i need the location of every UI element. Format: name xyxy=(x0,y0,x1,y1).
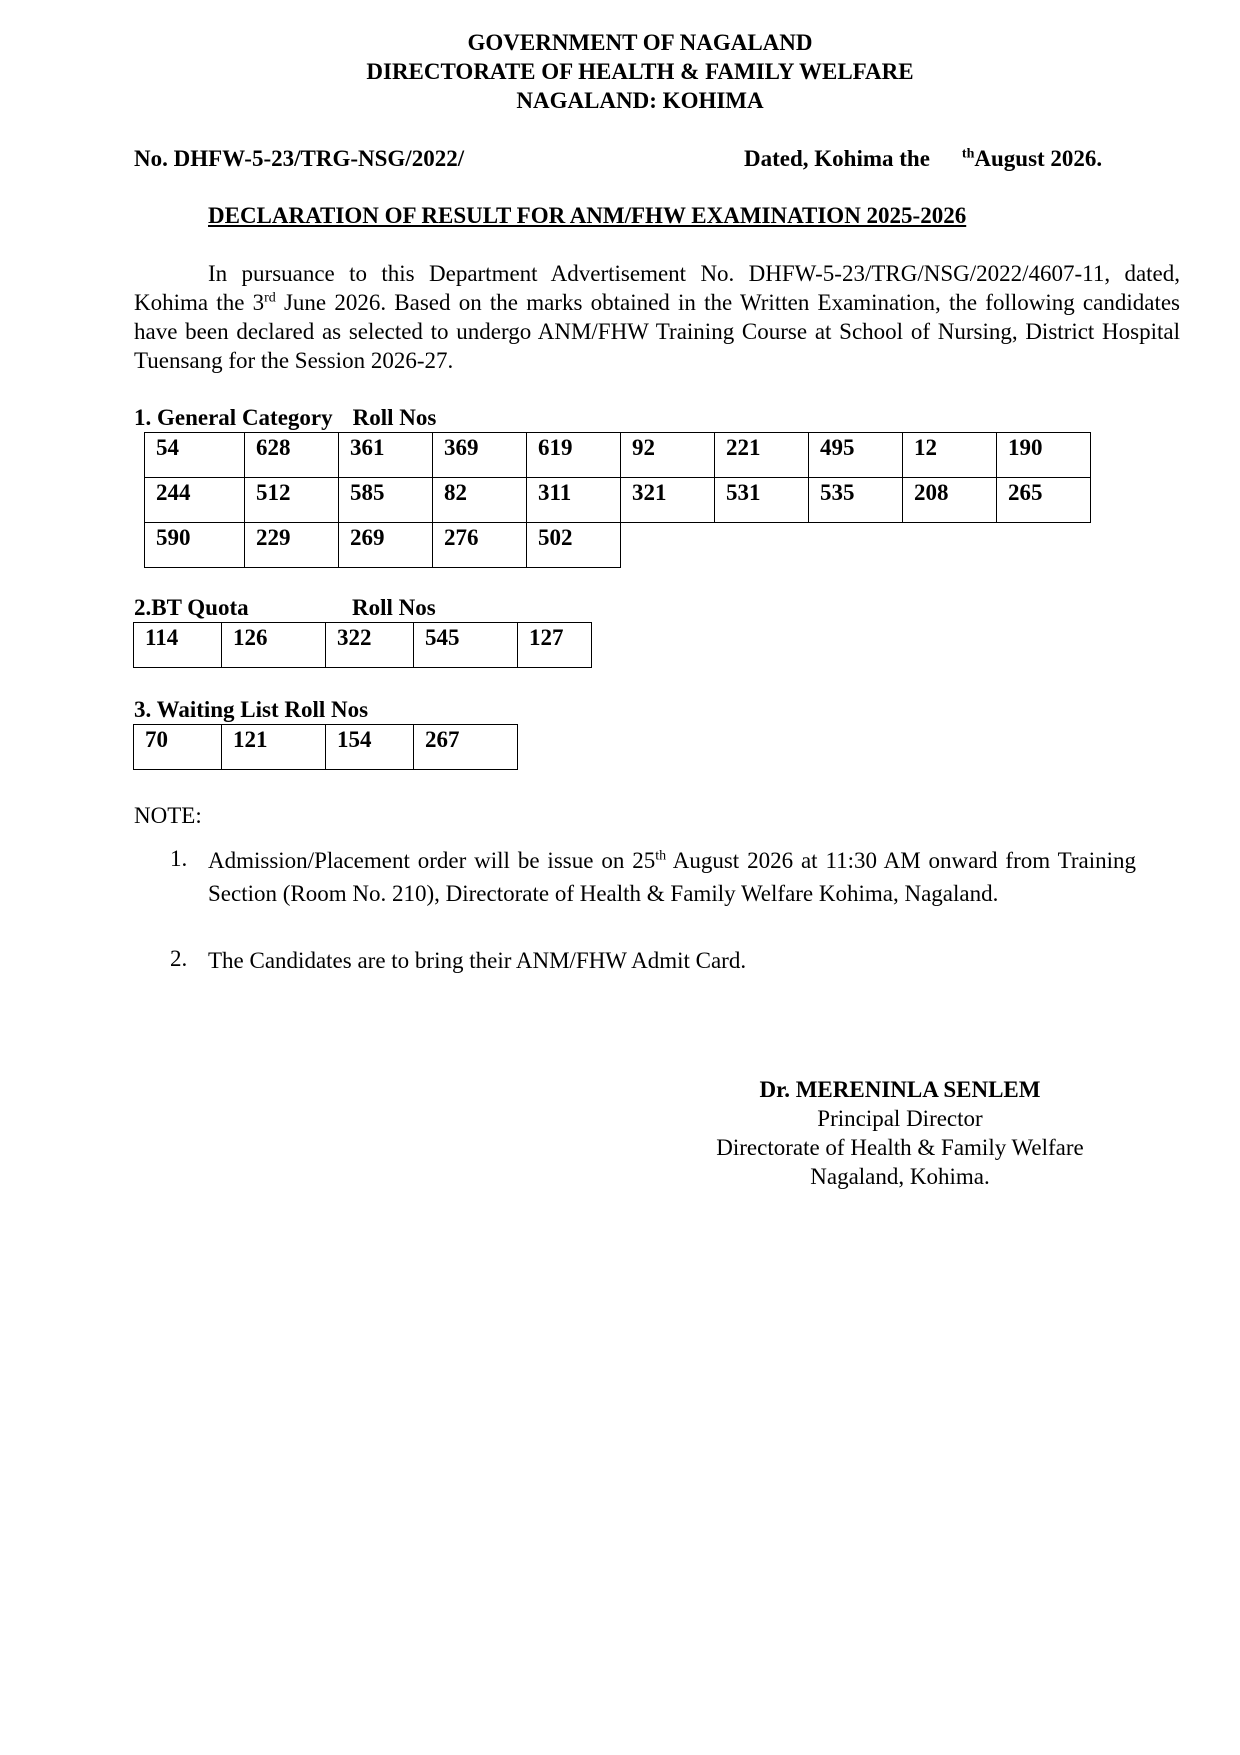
reference-number: No. DHFW-5-23/TRG-NSG/2022/ xyxy=(134,146,465,171)
intro-text-2: June 2026. Based on the marks obtained in the Written Examination, the following candidates have been declared as selected to undergo ANM/FHW Training Course at School of Nursing, District Hospital Tuensang for the Session 2026-27. xyxy=(134,290,1180,373)
general-heading-label: 1. General Category xyxy=(134,405,333,430)
waiting-roll-cell: 154 xyxy=(326,725,414,770)
bt-roll-cell: 127 xyxy=(518,623,592,668)
general-roll-cell: 190 xyxy=(997,433,1091,478)
general-row xyxy=(145,478,1091,523)
general-roll-cell: 311 xyxy=(527,478,621,523)
waiting-row xyxy=(134,725,518,770)
note-item-1-sup: th xyxy=(655,848,667,864)
general-roll-cell: 265 xyxy=(997,478,1091,523)
date-suffix: August 2026. xyxy=(974,146,1103,171)
general-roll-cell: 502 xyxy=(527,523,621,568)
general-roll-cell: 512 xyxy=(245,478,339,523)
bt-roll-cell: 126 xyxy=(222,623,326,668)
waiting-roll-table xyxy=(133,724,518,770)
note-label: NOTE: xyxy=(134,803,202,828)
date-prefix: Dated, Kohima the xyxy=(744,146,930,171)
header-directorate: DIRECTORATE OF HEALTH & FAMILY WELFARE xyxy=(366,59,914,84)
bt-row xyxy=(134,623,592,668)
general-roll-cell: 495 xyxy=(809,433,903,478)
general-row xyxy=(145,433,1091,478)
note-item-2: The Candidates are to bring their ANM/FHW Admit Card. xyxy=(208,948,747,973)
general-roll-cell: 590 xyxy=(145,523,245,568)
general-heading xyxy=(134,405,436,431)
signatory-place: Nagaland, Kohima. xyxy=(810,1164,990,1189)
general-row xyxy=(145,523,1091,568)
general-roll-cell: 619 xyxy=(527,433,621,478)
bt-roll-cell: 545 xyxy=(414,623,518,668)
general-roll-cell: 585 xyxy=(339,478,433,523)
note-item-2-number: 2. xyxy=(170,946,188,971)
general-roll-cell: 244 xyxy=(145,478,245,523)
signatory-office: Directorate of Health & Family Welfare xyxy=(716,1135,1084,1160)
date-sup: th xyxy=(961,146,975,162)
waiting-roll-cell: 121 xyxy=(222,725,326,770)
waiting-roll-cell: 267 xyxy=(414,725,518,770)
general-roll-cell: 269 xyxy=(339,523,433,568)
note-item-1 xyxy=(208,844,1136,910)
header-government: GOVERNMENT OF NAGALAND xyxy=(467,30,813,55)
general-roll-cell: 221 xyxy=(715,433,809,478)
general-roll-cell: 229 xyxy=(245,523,339,568)
general-roll-cell: 361 xyxy=(339,433,433,478)
general-roll-label: Roll Nos xyxy=(352,405,437,430)
general-roll-cell: 369 xyxy=(433,433,527,478)
general-roll-cell: 628 xyxy=(245,433,339,478)
signatory-designation: Principal Director xyxy=(817,1106,983,1131)
bt-roll-cell: 322 xyxy=(326,623,414,668)
note-item-1-number: 1. xyxy=(170,846,188,871)
note-item-1-text-2: August 2026 at 11:30 AM onward from Training Section (Room No. 210), Directorate of Health & Family Welfare Kohima, Nagaland. xyxy=(208,848,1136,906)
intro-sup: rd xyxy=(264,290,276,306)
signatory-name: Dr. MERENINLA SENLEM xyxy=(759,1077,1041,1102)
note-item-1-text-1: Admission/Placement order will be issue on 25 xyxy=(208,848,656,873)
bt-heading xyxy=(134,595,249,621)
intro-paragraph xyxy=(134,259,1180,375)
bt-roll-cell: 114 xyxy=(134,623,222,668)
general-roll-cell: 92 xyxy=(621,433,715,478)
general-roll-cell: 12 xyxy=(903,433,997,478)
bt-roll-label: Roll Nos xyxy=(352,595,436,620)
general-roll-cell: 208 xyxy=(903,478,997,523)
general-roll-cell: 82 xyxy=(433,478,527,523)
general-roll-cell: 535 xyxy=(809,478,903,523)
general-roll-table xyxy=(144,432,1091,568)
waiting-roll-cell: 70 xyxy=(134,725,222,770)
reference-date xyxy=(744,146,1102,172)
general-roll-cell: 54 xyxy=(145,433,245,478)
waiting-heading: 3. Waiting List Roll Nos xyxy=(134,697,369,722)
general-roll-cell: 321 xyxy=(621,478,715,523)
header-place: NAGALAND: KOHIMA xyxy=(516,88,764,113)
document-title: DECLARATION OF RESULT FOR ANM/FHW EXAMINATION 2025-2026 xyxy=(208,203,967,228)
bt-heading-label: 2.BT Quota xyxy=(134,595,249,620)
general-roll-cell: 531 xyxy=(715,478,809,523)
intro-text-1: In pursuance to this Department Advertisement No. DHFW-5-23/TRG/NSG/2022/4607-11, dated, Kohima the 3 xyxy=(134,261,1180,315)
general-roll-cell: 276 xyxy=(433,523,527,568)
bt-roll-table xyxy=(133,622,592,668)
